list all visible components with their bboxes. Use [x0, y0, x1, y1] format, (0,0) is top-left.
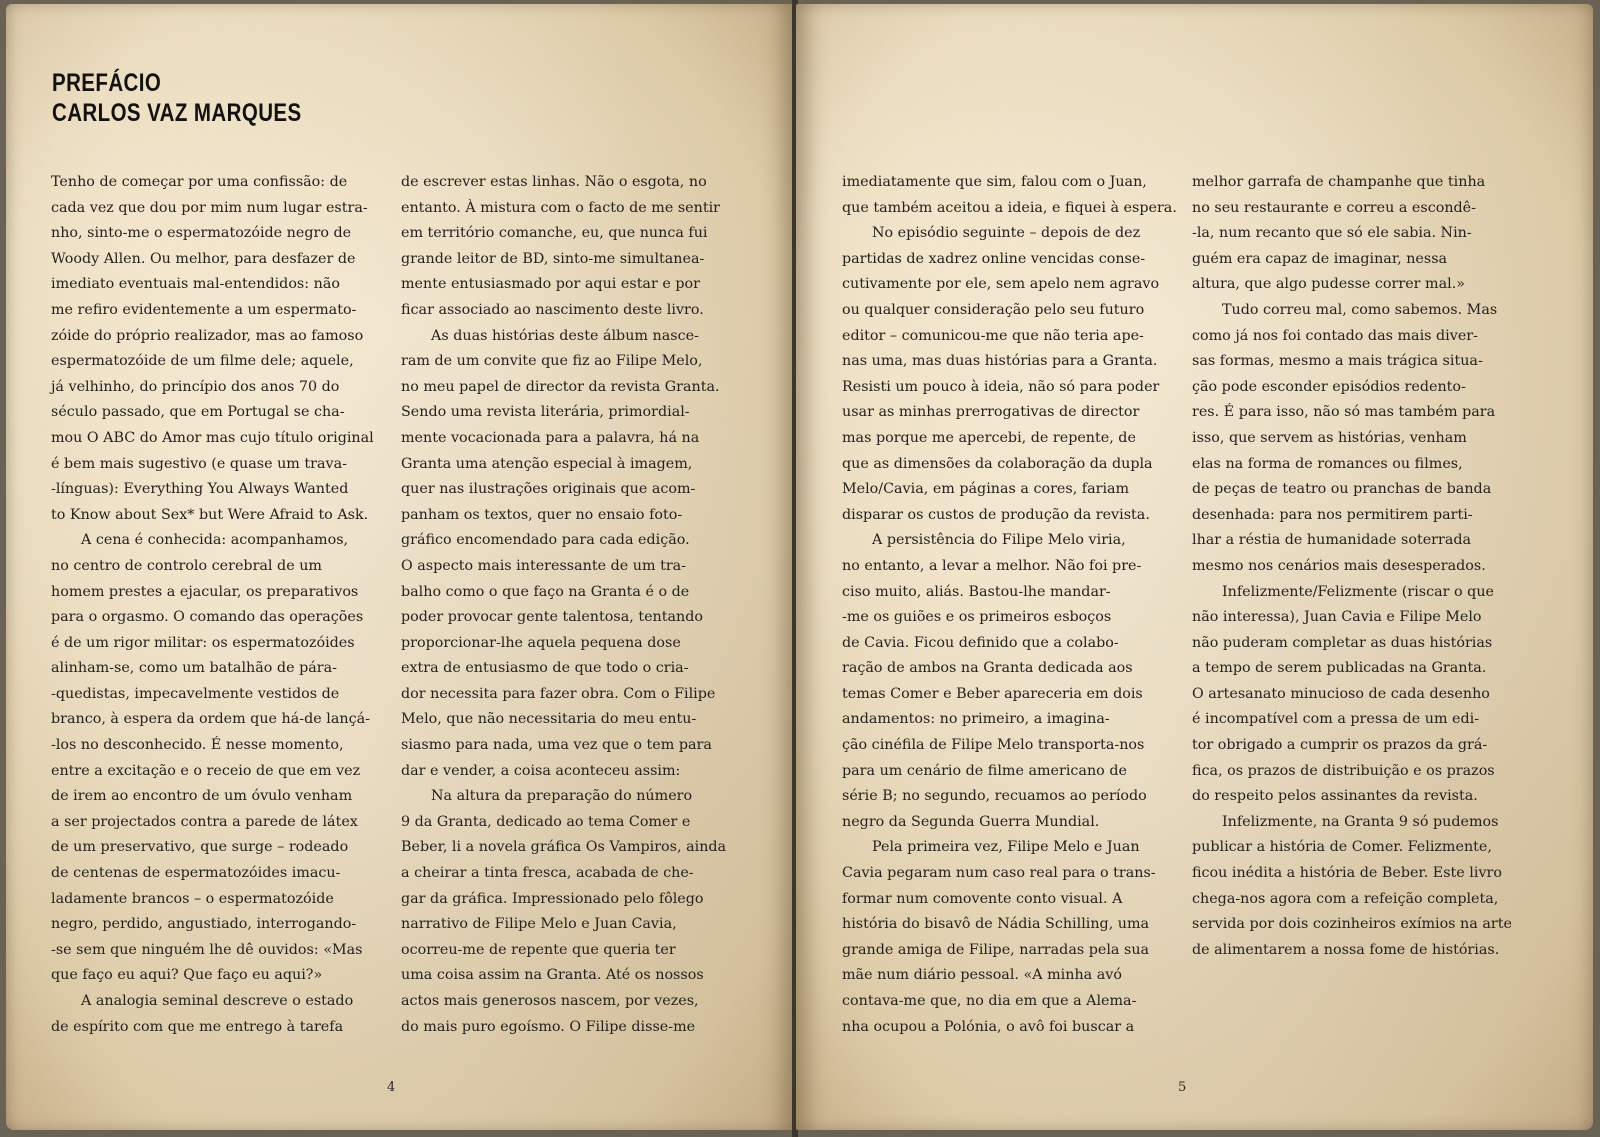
text-line: de escrever estas linhas. Não o esgota, no [401, 174, 707, 190]
text-line: a ser projectados contra a parede de látex [51, 813, 358, 830]
text-line: desenhada: para nos permitirem parti- [1192, 506, 1473, 523]
paragraph [51, 528, 396, 989]
text-line: de alimentarem a nossa fome de histórias. [1192, 941, 1500, 958]
preface-heading [52, 68, 302, 128]
text-line: 9 da Granta, dedicado ao tema Comer e [401, 813, 691, 830]
text-line: altura, que algo pudesse correr mal.» [1192, 276, 1465, 293]
text-line: contava-me que, no dia em que a Alema- [842, 993, 1137, 1009]
text-line: fica, os prazos de distribuição e os prazos [1192, 762, 1495, 779]
text-line: mas porque me apercebi, de repente, de [842, 429, 1136, 446]
text-line: homem prestes a ejacular, os preparativos [51, 583, 359, 600]
text-line: para um cenário de filme americano de [842, 762, 1127, 779]
text-line: -se sem que ninguém lhe dê ouvidos: «Mas [51, 941, 363, 958]
paragraph [1192, 580, 1537, 810]
text-line: nha ocupou a Polónia, o avô foi buscar a [842, 1018, 1135, 1035]
paragraph [401, 170, 746, 324]
text-line: ficar associado ao nascimento deste livro. [401, 301, 704, 318]
paragraph [401, 784, 746, 1040]
text-line: No episódio seguinte – depois de dez [872, 225, 1141, 242]
text-line: nas uma, mas duas histórias para a Granta. [842, 353, 1158, 370]
text-line: A cena é conhecida: acompanhamos, [81, 532, 349, 549]
text-line: -me os guiões e os primeiros esboços [842, 609, 1112, 626]
text-line: que faço eu aqui? Que faço eu aqui?» [51, 967, 323, 984]
text-line: cada vez que dou por mim num lugar estra- [51, 199, 368, 216]
text-line: é de um rigor militar: os espermatozóides [51, 634, 355, 651]
text-line: balho como o que faço na Granta é o de [401, 583, 690, 600]
text-line: me refiro evidentemente a um espermato- [51, 301, 357, 318]
text-line: de Cavia. Ficou definido que a colabo- [842, 634, 1119, 651]
text-line: to Know about Sex* but Were Afraid to Ask. [51, 506, 369, 523]
text-line: século passado, que em Portugal se cha- [51, 404, 345, 421]
right-page [796, 4, 1593, 1130]
text-line: para o orgasmo. O comando das operações [51, 609, 364, 626]
paragraph [1192, 170, 1537, 298]
text-line: que as dimensões da colaboração da dupla [842, 455, 1153, 472]
text-line: imediatamente que sim, falou com o Juan, [842, 174, 1147, 190]
text-line: guém era capaz de imaginar, nessa [1192, 250, 1448, 267]
text-line: dor necessita para fazer obra. Com o Filipe [401, 685, 716, 702]
paragraph [842, 528, 1187, 835]
text-line: branco, à espera da ordem que há-de lançá- [51, 711, 370, 728]
text-line: ocorreu-me de repente que queria ter [401, 941, 676, 958]
text-line: ciso muito, aliás. Bastou-lhe mandar- [842, 583, 1111, 600]
text-column-4 [1192, 170, 1537, 963]
text-line: A persistência do Filipe Melo viria, [872, 532, 1126, 549]
text-line: tor obrigado a cumprir os prazos da grá- [1192, 737, 1488, 754]
text-line: actos mais generosos nascem, por vezes, [401, 993, 699, 1009]
text-line: espermatozóide de um filme dele; aquele, [51, 353, 354, 370]
text-line: do mais puro egoísmo. O Filipe disse-me [401, 1018, 696, 1035]
text-line: panham os textos, quer no ensaio foto- [401, 506, 683, 523]
text-line: história do bisavô de Nádia Schilling, uma [842, 916, 1150, 933]
text-line: a cheirar a tinta fresca, acabada de che- [401, 865, 694, 882]
text-column-1 [51, 170, 396, 1040]
text-line: poder provocar gente talentosa, tentando [401, 609, 703, 626]
text-line: andamentos: no primeiro, a imagina- [842, 711, 1110, 728]
text-line: Beber, li a novela gráfica Os Vampiros, ainda [401, 839, 727, 856]
text-line: editor – comunicou-me que não teria ape- [842, 327, 1144, 344]
text-column-3 [842, 170, 1187, 1040]
text-line: As duas histórias deste álbum nasce- [431, 327, 699, 344]
text-line: disparar os custos de produção da revista. [842, 506, 1150, 523]
text-line: no entanto, a levar a melhor. Não foi pre- [842, 557, 1142, 574]
text-line: siasmo para nada, uma vez que o tem para [401, 737, 712, 754]
text-line: ram de um convite que fiz ao Filipe Melo, [401, 353, 703, 370]
text-line: é bem mais sugestivo (e quase um trava- [51, 455, 347, 472]
paragraph [842, 835, 1187, 1040]
text-line: narrativo de Filipe Melo e Juan Cavia, [401, 916, 677, 933]
text-line: -quedistas, impecavelmente vestidos de [51, 685, 340, 702]
text-line: nho, sinto-me o espermatozóide negro de [51, 225, 352, 242]
text-line: mesmo nos cenários mais desesperados. [1192, 557, 1486, 574]
text-line: res. É para isso, não só mas também para [1192, 404, 1496, 421]
text-line: Na altura da preparação do número [431, 788, 693, 805]
text-line: mente vocacionada para a palavra, há na [401, 429, 700, 446]
text-line: lhar a réstia de humanidade soterrada [1192, 532, 1472, 549]
text-line: Tenho de começar por uma confissão: de [51, 174, 348, 190]
text-line: quer nas ilustrações originais que acom- [401, 481, 696, 498]
text-line: ficou inédita a história de Beber. Este livro [1192, 865, 1502, 882]
text-line: ração de ambos na Granta dedicada aos [842, 660, 1133, 677]
text-line: de um preservativo, que surge – rodeado [51, 839, 349, 856]
paragraph [51, 989, 396, 1040]
text-line: de espírito com que me entrego à tarefa [51, 1018, 344, 1035]
text-line: usar as minhas prerrogativas de director [842, 404, 1140, 421]
text-line: -la, num recanto que só ele sabia. Nin- [1192, 225, 1472, 242]
paragraph [1192, 810, 1537, 964]
text-line: chega-nos agora com a refeição completa, [1192, 890, 1499, 907]
text-line: uma coisa assim na Granta. Até os nossos [401, 967, 704, 984]
text-line: Tudo correu mal, como sabemos. Mas [1222, 301, 1498, 318]
text-line: entanto. À mistura com o facto de me sentir [401, 199, 720, 216]
text-line: ladamente brancos – o espermatozóide [51, 890, 334, 907]
paragraph [51, 170, 396, 528]
text-line: entre a excitação e o receio de que em vez [51, 762, 361, 779]
text-line: Infelizmente, na Granta 9 só pudemos [1222, 813, 1499, 830]
text-line: formar num comovente conto visual. A [842, 890, 1123, 907]
text-line: como já nos foi contado das mais diver- [1192, 327, 1478, 344]
page-number-left: 4 [387, 1080, 396, 1095]
text-line: série B; no segundo, recuamos ao período [842, 788, 1147, 805]
text-line: não interessa), Juan Cavia e Filipe Melo [1192, 609, 1482, 626]
page-number-right: 5 [1178, 1080, 1187, 1095]
text-line: -línguas): Everything You Always Wanted [51, 481, 349, 498]
text-line: O aspecto mais interessante de um tra- [401, 557, 687, 574]
paragraph [842, 221, 1187, 528]
text-line: de irem ao encontro de um óvulo venham [51, 788, 353, 805]
text-line: não puderam completar as duas histórias [1192, 634, 1493, 651]
text-line: Melo/Cavia, em páginas a cores, fariam [842, 481, 1130, 498]
text-line: imediato eventuais mal-entendidos: não [51, 276, 340, 293]
text-line: no centro de controlo cerebral de um [51, 557, 322, 574]
text-line: publicar a história de Comer. Felizmente, [1192, 839, 1492, 856]
text-line: cutivamente por ele, sem apelo nem agravo [842, 276, 1160, 293]
text-line: -los no desconhecido. É nesse momento, [51, 737, 344, 754]
text-line: mãe num diário pessoal. «A minha avó [842, 967, 1122, 984]
text-line: grande leitor de BD, sinto-me simultanea- [401, 250, 705, 267]
paragraph [842, 170, 1187, 221]
text-line: Cavia pegaram num caso real para o trans- [842, 865, 1156, 882]
text-line: dar e vender, a coisa aconteceu assim: [401, 762, 681, 779]
text-line: sas formas, mesmo a mais trágica situa- [1192, 353, 1483, 370]
text-line: ou qualquer consideração pelo seu futuro [842, 301, 1145, 318]
text-line: mou O ABC do Amor mas cujo título original [51, 429, 374, 446]
text-line: grande amiga de Filipe, narradas pela sua [842, 941, 1150, 958]
text-line: Sendo uma revista literária, primordial- [401, 404, 690, 421]
text-line: gráfico encomendado para cada edição. [401, 532, 690, 549]
text-line: de centenas de espermatozóides imacu- [51, 865, 341, 882]
text-line: no meu papel de director da revista Granta. [401, 378, 720, 395]
heading-title: PREFÁCIO [52, 69, 162, 97]
text-line: Pela primeira vez, Filipe Melo e Juan [872, 839, 1140, 856]
text-line: temas Comer e Beber apareceria em dois [842, 685, 1143, 702]
text-line: Woody Allen. Ou melhor, para desfazer de [51, 250, 356, 267]
text-line: O artesanato minucioso de cada desenho [1192, 685, 1490, 702]
text-line: A analogia seminal descreve o estado [81, 993, 354, 1009]
text-line: Granta uma atenção especial à imagem, [401, 455, 693, 472]
text-line: ção pode esconder episódios redento- [1192, 378, 1466, 395]
text-line: elas na forma de romances ou filmes, [1192, 455, 1463, 472]
text-line: alinham-se, como um batalhão de pára- [51, 660, 337, 677]
text-line: melhor garrafa de champanhe que tinha [1192, 174, 1486, 190]
paragraph [1192, 298, 1537, 580]
text-column-2 [401, 170, 746, 1040]
text-line: é incompatível com a pressa de um edi- [1192, 711, 1480, 728]
text-line: isso, que servem as histórias, venham [1192, 429, 1467, 446]
text-line: ção cinéfila de Filipe Melo transporta-nos [842, 737, 1145, 754]
text-line: a tempo de serem publicadas na Granta. [1192, 660, 1487, 677]
text-line: em território comanche, eu, que nunca fui [401, 225, 708, 242]
text-line: partidas de xadrez online vencidas conse- [842, 250, 1146, 267]
text-line: extra de entusiasmo de que todo o cria- [401, 660, 689, 677]
text-line: já velhinho, do princípio dos anos 70 do [51, 378, 340, 395]
heading-author: CARLOS VAZ MARQUES [52, 99, 302, 127]
text-line: gar da gráfica. Impressionado pelo fôlego [401, 890, 704, 907]
text-line: mente entusiasmado por aqui estar e por [401, 276, 700, 293]
left-page [6, 4, 794, 1130]
text-line: negro, perdido, angustiado, interrogando- [51, 916, 357, 933]
text-line: proporcionar-lhe aquela pequena dose [401, 634, 681, 651]
text-line: que também aceitou a ideia, e fiquei à espera. [842, 199, 1177, 216]
text-line: Melo, que não necessitaria do meu entu- [401, 711, 697, 728]
text-line: Resisti um pouco à ideia, não só para poder [842, 378, 1160, 395]
text-line: negro da Segunda Guerra Mundial. [842, 813, 1100, 830]
text-line: servida por dois cozinheiros exímios na arte [1192, 916, 1512, 933]
text-line: do respeito pelos assinantes da revista. [1192, 788, 1478, 805]
text-line: de peças de teatro ou pranchas de banda [1192, 481, 1492, 498]
text-line: no seu restaurante e correu a escondê- [1192, 199, 1476, 216]
text-line: Infelizmente/Felizmente (riscar o que [1222, 583, 1494, 600]
text-line: zóide do próprio realizador, mas ao famoso [51, 327, 364, 344]
paragraph [401, 324, 746, 785]
